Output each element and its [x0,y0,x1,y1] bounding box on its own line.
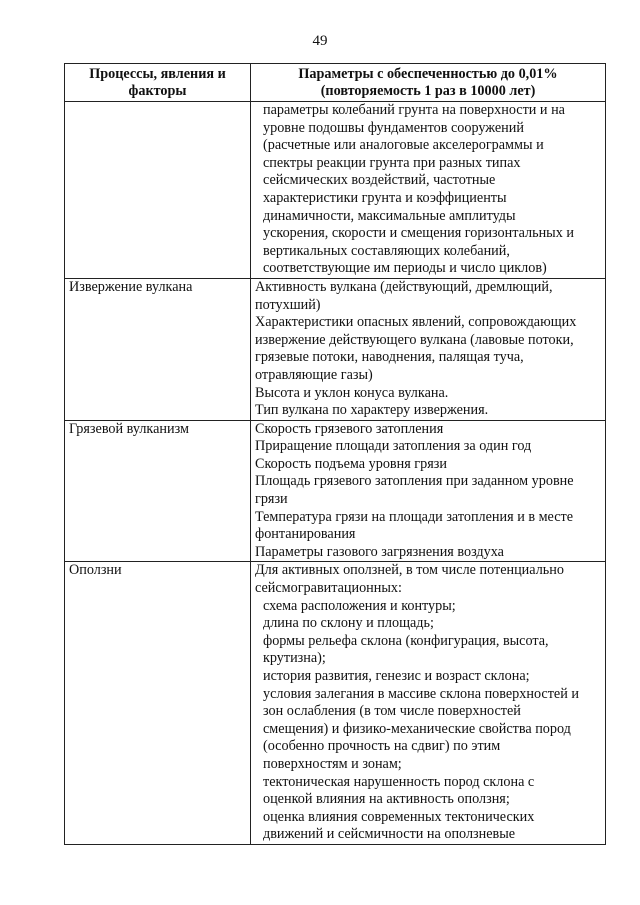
parameter-line: извержение действующего вулкана (лавовые потоки, [255,331,574,348]
parameter-line: Характеристики опасных явлений, сопровождающих [255,314,577,331]
table-row [65,420,606,562]
process-cell [65,102,251,279]
table-row [65,562,606,845]
parameter-line: крутизна); [263,650,326,667]
parameter-line: (расчетные или аналоговые акселерограммы и [263,137,544,154]
parameter-line: история развития, генезис и возраст склона; [263,668,530,684]
parameter-line: Параметры газового загрязнения воздуха [255,543,504,560]
parameter-line: схема расположения и контуры; [263,597,456,614]
header-line: Параметры с обеспеченностью до 0,01% [298,66,558,82]
header-parameters [251,64,606,102]
parameter-line: зон ослабления (в том числе поверхностей [263,703,521,720]
parameter-line: характеристики грунта и коэффициенты [263,189,507,206]
table-header-row [65,64,606,102]
parameter-line: динамичности, максимальные амплитуды [263,207,516,224]
page-number: 49 [312,33,328,49]
parameter-line: соответствующие им периоды и число циклов) [263,260,547,277]
table-row [65,102,606,279]
parameter-line: вертикальных составляющих колебаний, [263,242,510,259]
parameter-line: смещения) и физико-механические свойства пород [263,720,571,737]
parameter-line: Активность вулкана (действующий, дремлющий, [255,278,553,295]
process-cell [65,278,251,420]
parameter-line: сейсмогравитационных: [255,580,402,597]
parameter-line: Для активных оползней, в том числе потенциально [255,562,564,579]
process-cell [65,420,251,562]
parameter-line: спектры реакции грунта при разных типах [263,154,521,171]
parameter-line: потухший) [255,296,321,313]
parameter-line: тектоническая нарушенность пород склона с [263,773,535,790]
parameter-line: фонтанирования [255,526,356,543]
parameter-line: Скорость грязевого затопления [255,420,444,437]
parameter-line: грязевые потоки, наводнения, палящая туча, [255,349,524,366]
parameter-line: Температура грязи на площади затопления и в месте [255,508,573,525]
parameter-line: поверхностям и зонам; [263,755,402,772]
parameter-line: оценкой влияния на активность оползня; [263,791,510,808]
parameter-line: уровне подошвы фундаментов сооружений [263,119,524,136]
parameter-line: Высота и уклон конуса вулкана. [255,384,449,401]
parameter-line: (особенно прочность на сдвиг) по этим [263,738,501,755]
parameters-cell [251,420,606,562]
parameter-line: формы рельефа склона (конфигурация, высота, [263,632,549,649]
parameter-line: Приращение площади затопления за один год [255,438,532,455]
process-name: Оползни [69,562,122,579]
header-line: Процессы, явления и [89,66,226,82]
parameter-line: параметры колебаний грунта на поверхности и на [263,102,565,118]
parameters-cell [251,102,606,279]
header-processes [65,64,251,102]
parameters-cell [251,278,606,420]
parameter-line: Тип вулкана по характеру извержения. [255,402,489,419]
header-line: (повторяемость 1 раз в 10000 лет) [320,83,536,99]
parameter-line: отравляющие газы) [255,366,373,383]
process-cell [65,562,251,845]
parameter-line: условия залегания в массиве склона поверхностей и [263,685,579,702]
parameter-line: оценка влияния современных тектонических [263,808,535,825]
parameter-line: грязи [255,491,288,508]
table-row [65,278,606,420]
parameter-line: ускорения, скорости и смещения горизонтальных и [263,225,574,242]
process-name: Грязевой вулканизм [69,420,189,437]
header-line: факторы [128,83,187,99]
parameter-line: движений и сейсмичности на оползневые [263,826,516,843]
parameters-cell [251,562,606,845]
parameter-line: длина по склону и площадь; [263,615,434,632]
parameter-line: сейсмических воздействий, частотные [263,172,496,189]
parameters-table [64,63,606,845]
parameter-line: Скорость подъема уровня грязи [255,455,447,472]
parameter-line: Площадь грязевого затопления при заданном уровне [255,473,574,490]
process-name: Извержение вулкана [69,278,193,295]
